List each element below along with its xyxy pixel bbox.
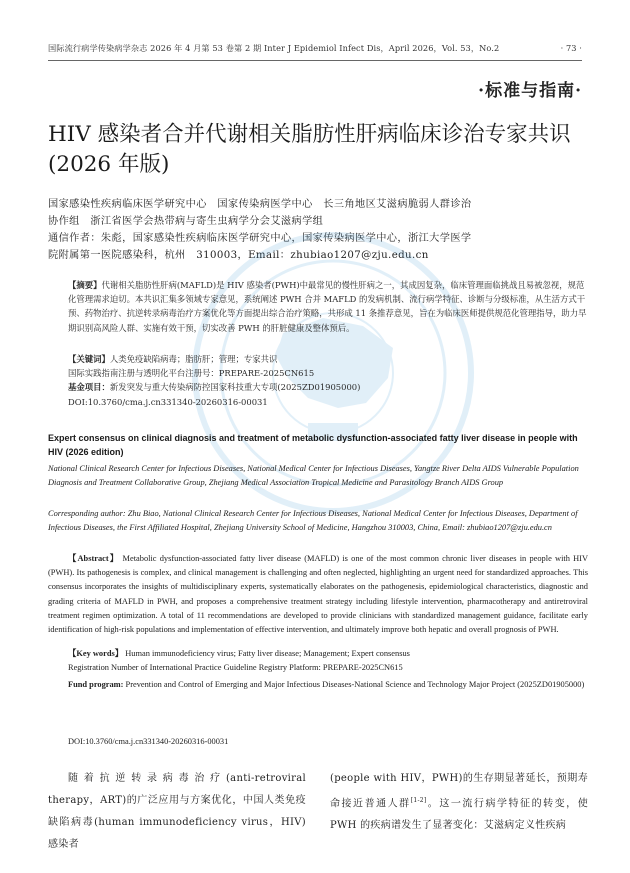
cn-keywords-block [68,352,588,409]
header-rule [48,60,582,61]
cn-fund-text: 新发突发与重大传染病防控国家科技重大专项(2025ZD01905000) [109,382,361,393]
body-paragraph-left: 随着抗逆转录病毒治疗(anti-retroviral therapy，ART)的广泛应用与方案优化，中国人类免疫缺陷病毒(human immunodeficiency virus，HIV)感染者 [48,773,306,850]
en-keywords-block [68,647,588,675]
en-title: Expert consensus on clinical diagnosis and treatment of metabolic dysfunction-associated fatty liver disease in people with HIV (2026 edition) [48,433,578,457]
en-fund-label: Fund program: [68,680,124,689]
cn-abstract-text: 代谢相关脂肪性肝病(MAFLD)是 HIV 感染者(PWH)中最常见的慢性肝病之一，其成因复杂，临床管理面临挑战且易被忽视，规范化管理需求迫切。本共识汇集多领域专家意见，系统阐述 PWH 合并 MAFLD 的发病机制、流行病学特征、诊断与分级标准，从生活方式干预、药物治疗、抗逆转录病毒治疗方案优化等方面提出综合治疗策略，共形成 11 条推荐意见，旨在为临床医师提供规范化管理指导，助力早期识别高风险人群、实施有效干预，切实改善 PWH 的肝脏健康及整体预后。 [68,280,587,333]
cn-keywords-text: 人类免疫缺陷病毒；脂肪肝；管理；专家共识 [109,354,278,364]
en-registration: Registration Number of International Practice Guideline Registry Platform: PREPARE-2025CN615 [68,663,403,673]
cn-abstract-label: 【摘要】 [68,280,102,290]
en-keywords-label: 【Key words】 [68,649,124,658]
en-abstract-label: 【Abstract】 [68,554,120,563]
en-affiliation: National Clinical Research Center for Infectious Diseases, National Medical Center for Infectious Diseases, Yangtze River Delta AIDS Vulnerable Population Diagnosis and Treatment Collaborative Group, Zhejiang Medical Association Tropical Medicine and Parasitology Branch AIDS Group [48,464,579,488]
cn-affiliation-line: 协作组 浙江省医学会热带病与寄生虫病学分会艾滋病学组 [48,216,324,227]
body-paragraph-right-a: (people with HIV，PWH)的生存期显著延长，预期寿命接近普通人群 [330,773,588,810]
en-keywords-text: Human immunodeficiency virus; Fatty liver disease; Management; Expert consensus [125,649,410,658]
cn-doi: DOI:10.3760/cma.j.cn331340-20260316-00031 [68,396,268,407]
body-column-right [330,768,588,837]
cn-keywords-label: 【关键词】 [68,354,110,364]
en-fund-text: Prevention and Control of Emerging and Major Infectious Diseases-National Science and Technology Major Project (2025ZD01905000) [125,680,585,689]
cn-affiliation-line: 国家感染性疾病临床医学研究中心 国家传染病医学中心 长三角地区艾滋病脆弱人群诊治 [48,199,472,210]
journal-info: 国际流行病学传染病学杂志 2026 年 4 月第 53 卷第 2 期 Inter J Epidemiol Infect Dis，April 2026，Vol. 53，No.2 [48,43,500,53]
body-paragraph-right-b: 。这一流行病学特征的转变，使 PWH 的疾病谱发生了显著变化：艾滋病定义性疾病 [330,798,588,832]
cn-corresponding-line: 通信作者：朱彪，国家感染性疾病临床医学研究中心，国家传染病医学中心，浙江大学医学 [48,233,472,244]
running-header [48,43,582,57]
en-fund [48,678,588,692]
en-abstract [48,552,588,637]
en-doi: DOI:10.3760/cma.j.cn331340-20260316-00031 [68,737,229,746]
body-column-left [48,768,306,856]
column-label: ·标准与指南· [478,81,582,101]
en-corresponding: Corresponding author: Zhu Biao, National Clinical Research Center for Infectious Diseases, National Medical Center for Infectious Diseases, Department of Infectious Diseases, the First Affiliated Hospital, Zhejiang University School of Medicine, Hangzhou 310003, China, Email: zhubiao1207@zju.edu.cn [48,509,578,533]
page-number: · 73 · [560,43,582,53]
article-title: HIV 感染者合并代谢相关脂肪性肝病临床诊治专家共识(2026 年版) [48,122,571,177]
cn-registration: 国际实践指南注册与透明化平台注册号：PREPARE-2025CN615 [68,368,315,379]
cn-abstract [68,278,588,335]
en-abstract-text: Metabolic dysfunction-associated fatty liver disease (MAFLD) is one of the most common chronic liver diseases in people with HIV (PWH). Its pathogenesis is complex, and clinical management is challenging and often neglected, highlighting an urgent need for standardized approaches. This consensus incorporates the insights of multidisciplinary experts, systematically elaborates on the pathogenesis, epidemiological characteristics, diagnostic and grading criteria of MAFLD in PWH, and proposes a comprehensive treatment strategy including lifestyle intervention, pharmacotherapy and antiretroviral treatment regimen optimization. A total of 11 recommendations are developed to provide clinicians with standardized management guidance, facilitate early identification of high-risk populations and implementation of effective intervention, and ultimately improve both hepatic and overall prognosis of PWH. [48,554,589,635]
cn-corresponding-line: 院附属第一医院感染科，杭州 310003，Email：zhubiao1207@zju.edu.cn [48,250,429,261]
cn-fund-label: 基金项目： [68,382,110,393]
citation: [1-2] [410,797,427,804]
